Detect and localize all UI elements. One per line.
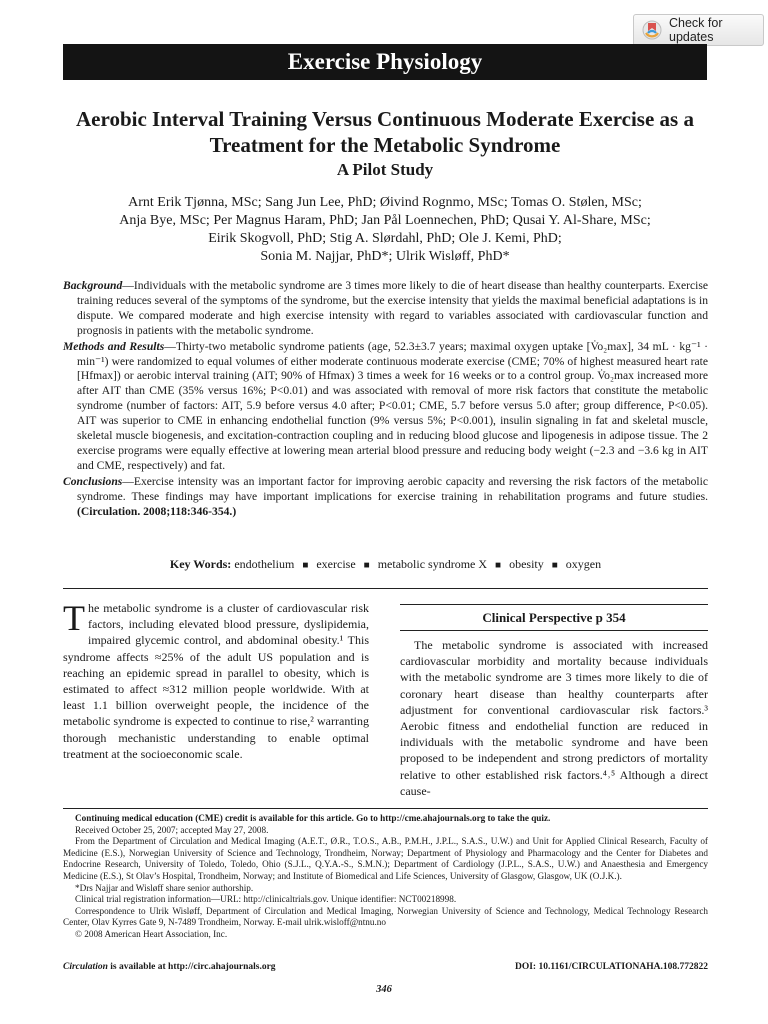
journal-name: Circulation <box>63 962 108 972</box>
author-line: Eirik Skogvoll, PhD; Stig A. Slørdahl, PhD; Ole J. Kemi, PhD; <box>208 231 562 246</box>
footnotes <box>63 813 708 941</box>
methods-text: —Thirty-two metabolic syndrome patients (age, 52.3±3.7 years; maximal oxygen uptake [V̇o₂max], 34 mL · kg⁻¹ · min⁻¹) were randomized to equal volumes of either moderate continuous moderate exercise (CME; 70% of highest measured heart rate [Hfmax]) or aerobic interval training (AIT; 90% of Hfmax) 3 times a week for 16 weeks or to a control group. V̇o₂max increased more after AIT than CME (35% versus 16%; P<0.01) and was associated with removal of more risk factors that constitute the metabolic syndrome (number of factors: AIT, 5.9 before versus 4.0 after; P<0.01; CME, 5.7 before versus 5.0 after; group difference, P<0.05). AIT was superior to CME in enhancing endothelial function (9% versus 5%; P<0.001), insulin signaling in fat and skeletal muscle, skeletal muscle biogenesis, and excitation-contraction coupling and in reducing blood glucose and lipogenesis in adipose tissue. The 2 exercise programs were equally effective at lowering mean arterial blood pressure and reducing body weight (−2.3 and −3.6 kg in AIT and CME, respectively) and fat. <box>77 339 708 472</box>
keywords-label: Key Words: <box>169 557 232 571</box>
received-note: Received October 25, 2007; accepted May 27, 2008. <box>75 824 269 835</box>
senior-authorship-note: *Drs Najjar and Wisløff share senior authorship. <box>75 882 254 893</box>
right-column-text: The metabolic syndrome is associated with increased cardiovascular morbidity and mortality because individuals with the metabolic syndrome are 3 times more likely to die of coronary heart disease than healthy counterparts after adjustment for conventional cardiovascular risk factors.³ Aerobic fitness and endothelial function are reduced in individuals with the metabolic syndrome and have been proposed to be independent and strong predictors of mortality relative to other established risk factors.⁴˒⁵ Although a direct cause- <box>400 638 708 798</box>
background-text: —Individuals with the metabolic syndrome are 3 times more likely to die of heart disease than healthy counterparts. Exercise training reduces several of the symptoms of the syndrome, but the exercise intensity that yields the maximal beneficial adaptations is in dispute. We compared moderate and high exercise intensity with regard to variables associated with cardiovascular function and prognosis in patients with the metabolic syndrome. <box>77 279 708 337</box>
keyword: endothelium <box>234 557 295 571</box>
correspondence-note: Correspondence to Ulrik Wisløff, Department of Circulation and Medical Imaging, Norwegian University of Science and Technology, Medical Technology Research Center, Olav Kyrres Gate 9, N-7489 Trondheim, Norway. E-mail ulrik.wisloff@ntnu.no <box>63 905 708 928</box>
right-column <box>400 604 708 799</box>
abstract-background <box>63 279 708 339</box>
affiliations-note: From the Department of Circulation and Medical Imaging (A.E.T., Ø.R., T.O.S., A.B., P.M.H., J.P.L., S.A.S., U.W.) and Unit for Applied Clinical Research, Faculty of Medicine (E.S.), Norwegian University of Science and Technology, Trondheim, Norway; Department of Physiology and Pharmacology and the Center for Diabetes and Endocrine Research, University of Toledo, Toledo, Ohio (S.J.L., Q.Y.A.-S., S.M.N.); Department of Cardiology (J.P.L., S.A.S., U.W.) and Anaesthesia and Emergency Medicine (E.S.), St Olav’s Hospital, Trondheim, Norway; and Institute of Biomedical and Life Sciences, University of Glasgow, Glasgow, UK (O.J.K.). <box>63 836 708 881</box>
background-label: Background <box>63 279 123 292</box>
conclusions-text: —Exercise intensity was an important factor for improving aerobic capacity and reversing the risk factors of the metabolic syndrome. These findings may have important implications for exercise training in rehabilitation programs and future studies. <box>77 474 708 503</box>
page-number: 346 <box>376 984 392 995</box>
citation: (Circulation. 2008;118:346-354.) <box>77 504 237 518</box>
divider <box>63 588 708 589</box>
article-title: Aerobic Interval Training Versus Continuous Moderate Exercise as a Treatment for the Metabolic Syndrome <box>76 107 694 157</box>
keyword-separator: ■ <box>363 560 370 571</box>
author-line: Sonia M. Najjar, PhD*; Ulrik Wisløff, PhD* <box>260 249 510 264</box>
keyword: exercise <box>316 557 356 571</box>
abstract <box>63 279 708 521</box>
author-line: Anja Bye, MSc; Per Magnus Haram, PhD; Jan Pål Loennechen, PhD; Qusai Y. Al-Share, MSc; <box>119 213 651 228</box>
abstract-methods <box>63 340 708 474</box>
journal-url[interactable]: is available at http://circ.ahajournals.org <box>107 962 276 972</box>
journal-availability <box>63 962 276 972</box>
conclusions-label: Conclusions <box>63 474 123 488</box>
clinical-perspective-link[interactable]: Clinical Perspective p 354 <box>400 604 708 631</box>
trial-registration-note: Clinical trial registration information—URL: http://clinicaltrials.gov. Unique identifier: NCT00218998. <box>75 894 457 905</box>
crossmark-icon <box>642 20 662 40</box>
check-for-updates-label: Check for updates <box>669 16 723 44</box>
keywords <box>63 557 708 572</box>
footnote-divider <box>63 808 708 809</box>
keyword: obesity <box>509 557 544 571</box>
author-line: Arnt Erik Tjønna, MSc; Sang Jun Lee, PhD; Øivind Rognmo, MSc; Tomas O. Stølen, MSc; <box>128 195 642 210</box>
keyword-separator: ■ <box>302 560 309 571</box>
copyright-note: © 2008 American Heart Association, Inc. <box>75 928 228 939</box>
methods-label: Methods and Results <box>63 339 165 353</box>
check-for-updates-button[interactable] <box>633 14 764 46</box>
abstract-conclusions <box>63 475 708 520</box>
doi[interactable]: DOI: 10.1161/CIRCULATIONAHA.108.772822 <box>514 962 708 972</box>
keyword-separator: ■ <box>551 560 558 571</box>
keyword: metabolic syndrome X <box>377 557 488 571</box>
keyword-separator: ■ <box>495 560 502 571</box>
intro-text: he metabolic syndrome is a cluster of cardiovascular risk factors, including elevated blood pressure, dyslipidemia, impaired glycemic control, and abdominal obesity.¹ This syndrome affects ≈25% of the adult US population and is reaching an epidemic spread in parallel to obesity, which is estimated to affect ≈312 million people worldwide. With at least 1.1 billion overweight people, the incidence of the metabolic syndrome is expected to continue to rise,² warranting thorough mechanistic understanding to enable optimal treatment at the socioeconomic scale. <box>63 601 369 761</box>
cme-note: Continuing medical education (CME) credit is available for this article. Go to http://cme.ahajournals.org to take the quiz. <box>75 813 551 823</box>
author-list <box>60 194 710 266</box>
intro-column <box>63 600 369 762</box>
article-subtitle: A Pilot Study <box>336 160 434 179</box>
section-banner: Exercise Physiology <box>63 44 707 80</box>
keyword: oxygen <box>565 557 602 571</box>
drop-cap: T <box>63 598 85 638</box>
